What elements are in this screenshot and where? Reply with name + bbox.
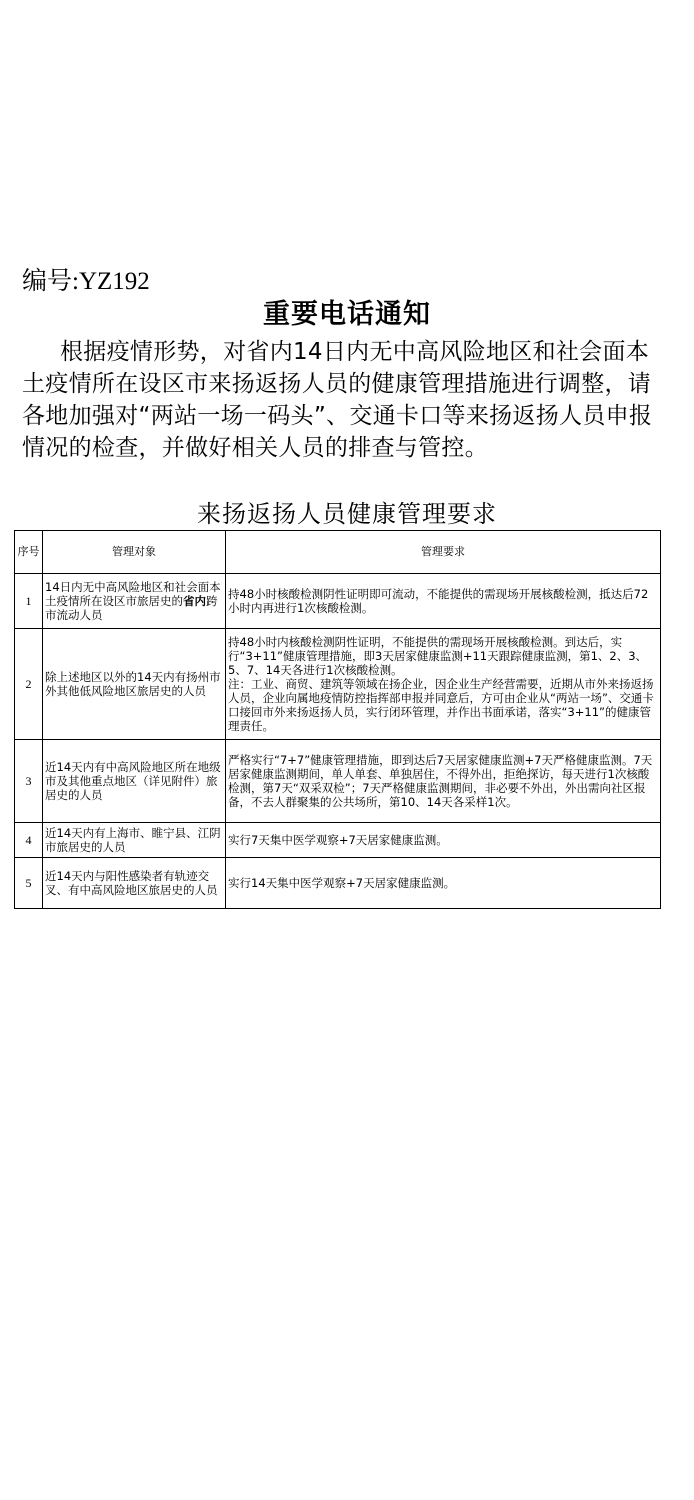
management-requirement: 实行7天集中医学观察+7天居家健康监测。	[226, 823, 661, 858]
management-requirement: 严格实行“7+7”健康管理措施，即到达后7天居家健康监测+7天严格健康监测。7天居家健康监测期间，单人单套、单独居住，不得外出，拒绝探访，每天进行1次核酸检测，第7天“双采双检”；7天严格健康监测期间，非必要不外出，外出需向社区报备，不去人群聚集的公共场所，第10、14天各采样1次。	[226, 740, 661, 823]
row-number: 3	[15, 740, 43, 823]
row-number: 2	[15, 629, 43, 740]
header-no: 序号	[15, 531, 43, 574]
management-target: 近14天内有上海市、睢宁县、江阴市旅居史的人员	[43, 823, 226, 858]
row-number: 1	[15, 574, 43, 629]
table-row	[15, 858, 661, 909]
table-row	[15, 740, 661, 823]
document-body: 根据疫情形势，对省内14日内无中高风险地区和社会面本土疫情所在设区市来扬返扬人员的健康管理措施进行调整，请各地加强对“两站一场一码头”、交通卡口等来扬返扬人员申报情况的检查，并做好相关人员的排查与管控。	[22, 339, 653, 461]
management-requirement: 持48小时核酸检测阴性证明即可流动，不能提供的需现场开展核酸检测，抵达后72小时内再进行1次核酸检测。	[226, 574, 661, 629]
header-requirement: 管理要求	[226, 531, 661, 574]
management-target	[43, 574, 226, 629]
row-number: 5	[15, 858, 43, 909]
management-target: 近14天内有中高风险地区所在地级市及其他重点地区（详见附件）旅居史的人员	[43, 740, 226, 823]
management-target: 除上述地区以外的14天内有扬州市外其他低风险地区旅居史的人员	[43, 629, 226, 740]
target-emphasis: 省内	[183, 594, 206, 608]
table-header-row	[15, 531, 661, 574]
management-requirement: 持48小时内核酸检测阴性证明，不能提供的需现场开展核酸检测。到达后，实行“3+11”健康管理措施，即3天居家健康监测+11天跟踪健康监测，第1、2、3、5、7、14天各进行1次核酸检测。 注：工业、商贸、建筑等领域在扬企业，因企业生产经营需要，近期从市外来扬返扬人员，企业向属地疫情防控指挥部申报并同意后，方可由企业从“两站一场”、交通卡口接回市外来扬返扬人员，实行闭环管理，并作出书面承诺，落实“3+11”的健康管理责任。	[226, 629, 661, 740]
table-row	[15, 574, 661, 629]
row-number: 4	[15, 823, 43, 858]
table-title: 来扬返扬人员健康管理要求	[197, 500, 497, 528]
target-text: 14日内无中高风险地区和社会面本土疫情所在设区市旅居史的	[45, 580, 221, 608]
header-target: 管理对象	[43, 531, 226, 574]
table-row	[15, 823, 661, 858]
management-target: 近14天内与阳性感染者有轨迹交叉、有中高风险地区旅居史的人员	[43, 858, 226, 909]
target-text: 跨市流动人员	[45, 594, 218, 622]
document-number: 编号:YZ192	[22, 268, 150, 295]
document-title: 重要电话通知	[263, 299, 431, 330]
table-row	[15, 629, 661, 740]
health-management-table	[14, 530, 661, 909]
management-requirement: 实行14天集中医学观察+7天居家健康监测。	[226, 858, 661, 909]
